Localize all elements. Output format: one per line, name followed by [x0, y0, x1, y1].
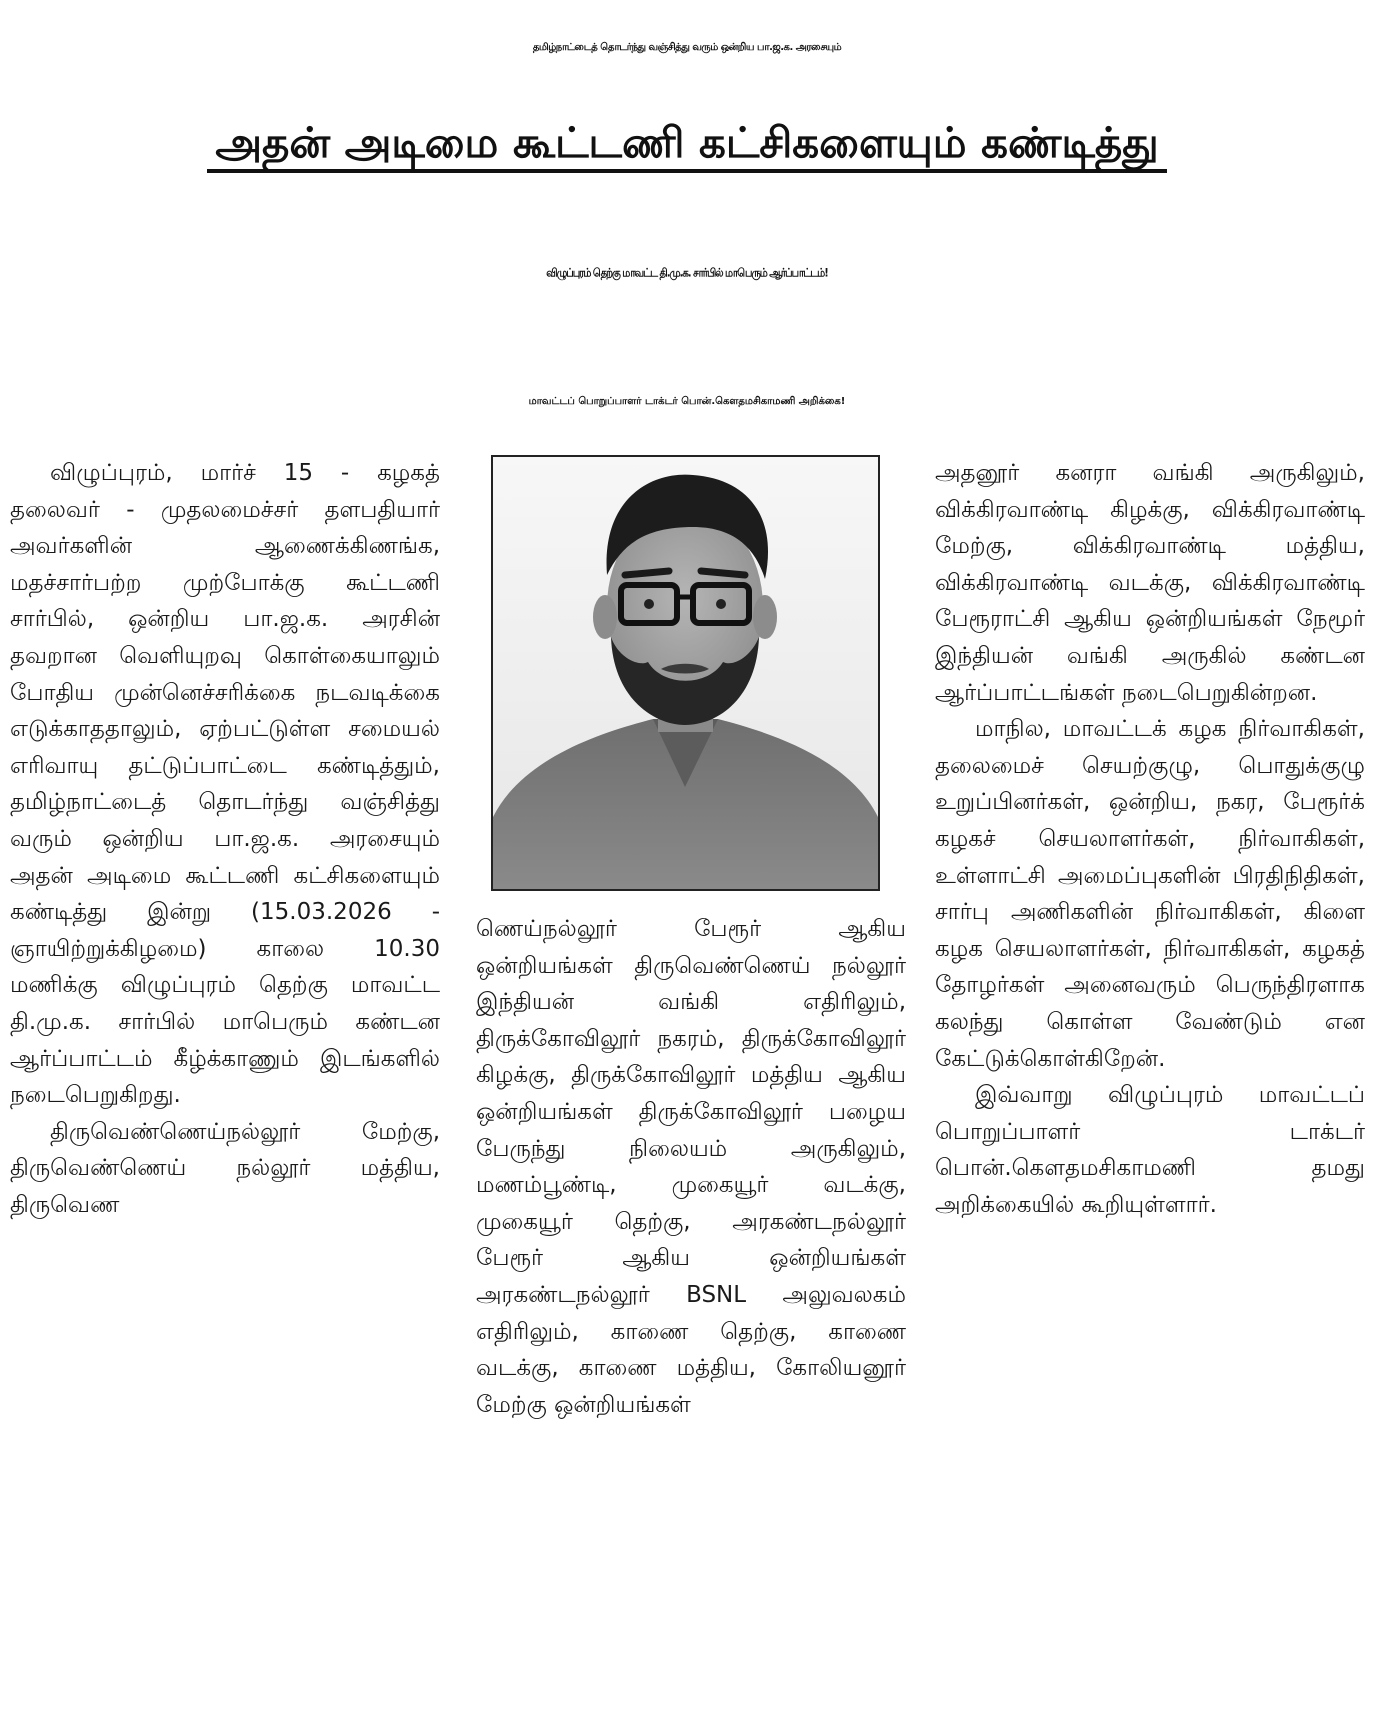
column-3-paragraph-1: அதனூர் கனரா வங்கி அருகிலும், விக்கிரவாண்டி கிழக்கு, விக்கிரவாண்டி மேற்கு, விக்கிரவாண்டி மத்திய, விக்கிரவாண்டி வடக்கு, விக்கிரவாண்டி பேரூராட்சி ஆகிய ஒன்றியங்கள் நேமூர் இந்தியன் வங்கி அருகில் கண்டன ஆர்ப்பாட்டங்கள் நடைபெறுகின்றன.	[935, 460, 1365, 706]
portrait-photo	[491, 455, 880, 891]
main-headline: விழுப்புரம் தெற்கு மாவட்ட தி.மு.க. சார்பில் மாபெரும் ஆர்ப்பாட்டம்!	[546, 267, 828, 280]
sub-headline: மாவட்டப் பொறுப்பாளர் டாக்டர் பொன்.கௌதமசிகாமணி அறிக்கை!	[528, 396, 846, 407]
column-3-paragraph-2: மாநில, மாவட்டக் கழக நிர்வாகிகள், தலைமைச் செயற்குழு, பொதுக்குழு உறுப்பினர்கள், ஒன்றிய, நகர, பேரூர்க் கழகச் செயலாளர்கள், நிர்வாகிகள், உள்ளாட்சி அமைப்புகளின் பிரதிநிதிகள், சார்பு அணிகளின் நிர்வாகிகள், கிளை கழக செயலாளர்கள், நிர்வாகிகள், கழகத் தோழர்கள் அனைவரும் பெருந்திரளாக கலந்து கொள்ள வேண்டும் என கேட்டுக்கொள்கிறேன்.	[935, 716, 1365, 1072]
column-2-paragraph-1: ணெய்நல்லூர் பேரூர் ஆகிய ஒன்றியங்கள் திருவெண்ணெய் நல்லூர் இந்தியன் வங்கி எதிரிலும், திருக்கோவிலூர் நகரம், திருக்கோவிலூர் கிழக்கு, திருக்கோவிலூர் மத்திய ஆகிய ஒன்றியங்கள் திருக்கோவிலூர் பழைய பேருந்து நிலையம் அருகிலும், மணம்பூண்டி, முகையூர் வடக்கு, முகையூர் தெற்கு, அரகண்டநல்லூர் பேரூர் ஆகிய ஒன்றியங்கள் அரகண்டநல்லூர் BSNL அலுவலகம் எதிரிலும், காணை தெற்கு, காணை வடக்கு, காணை மத்திய, கோலியனூர் மேற்கு ஒன்றியங்கள்	[476, 916, 906, 1418]
headline-line-2-text: அதன் அடிமை கூட்டணி கட்சிகளையும் கண்டித்து	[207, 118, 1166, 173]
headline-line-2	[0, 108, 1374, 178]
column-1-paragraph-2: திருவெண்ணெய்நல்லூர் மேற்கு, திருவெண்ணெய் நல்லூர் மத்திய, திருவெண	[10, 1118, 440, 1218]
headline-line-1: தமிழ்நாட்டைத் தொடர்ந்து வஞ்சித்து வரும் ஒன்றிய பா.ஜ.க. அரசையும்	[532, 42, 842, 53]
column-1-paragraph-1: விழுப்புரம், மார்ச் 15 - கழகத் தலைவர் - முதலமைச்சர் தளபதியார் அவர்களின் ஆணைக்கிணங்க, மதச்சார்பற்ற முற்போக்கு கூட்டணி சார்பில், ஒன்றிய பா.ஜ.க. அரசின் தவறான வெளியுறவு கொள்கையாலும் போதிய முன்னெச்சரிக்கை நடவடிக்கை எடுக்காததாலும், ஏற்பட்டுள்ள சமையல் எரிவாயு தட்டுப்பாட்டை கண்டித்தும், தமிழ்நாட்டைத் தொடர்ந்து வஞ்சித்து வரும் ஒன்றிய பா.ஜ.க. அரசையும் அதன் அடிமை கூட்டணி கட்சிகளையும் கண்டித்து இன்று (15.03.2026 - ஞாயிற்றுக்கிழமை) காலை 10.30 மணிக்கு விழுப்புரம் தெற்கு மாவட்ட தி.மு.க. சார்பில் மாபெரும் கண்டன ஆர்ப்பாட்டம் கீழ்க்காணும் இடங்களில் நடைபெறுகிறது.	[10, 460, 440, 1109]
article-column-2	[476, 911, 906, 1423]
article-column-3	[935, 455, 1365, 1223]
column-3-paragraph-3: இவ்வாறு விழுப்புரம் மாவட்டப் பொறுப்பாளர் டாக்டர் பொன்.கௌதமசிகாமணி தமது அறிக்கையில் கூறியுள்ளார்.	[935, 1082, 1365, 1218]
article-column-1	[10, 455, 440, 1223]
portrait-illustration	[493, 457, 878, 889]
